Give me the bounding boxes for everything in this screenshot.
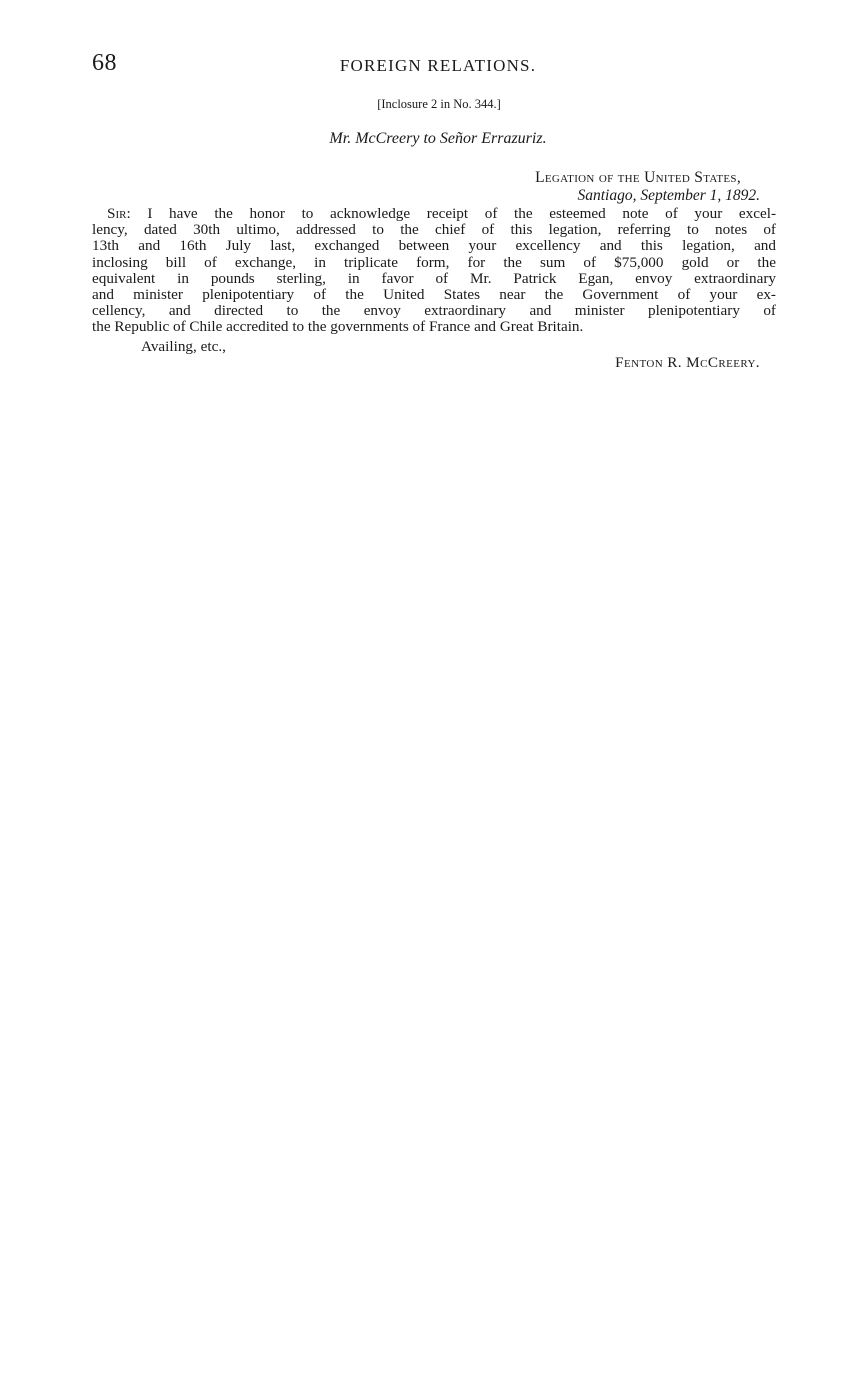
letter-title: Mr. McCreery to Señor Errazuriz. bbox=[329, 130, 547, 147]
salutation: Sir: bbox=[107, 205, 131, 222]
body-line: the Republic of Chile accredited to the governments of France and Great Britain. bbox=[92, 318, 584, 336]
inclosure-note: [Inclosure 2 in No. 344.] bbox=[377, 97, 501, 111]
body-line bbox=[92, 206, 776, 222]
body-line: inclosing bill of exchange, in triplicate form, for the sum of $75,000 gold or the bbox=[92, 253, 776, 271]
body-line: lency, dated 30th ultimo, addressed to the chief of this legation, referring to notes of bbox=[92, 221, 776, 239]
body-line: 13th and 16th July last, exchanged between your excellency and this legation, and bbox=[92, 237, 776, 255]
page-number: 68 bbox=[92, 50, 117, 76]
letter-closing: Availing, etc., bbox=[141, 338, 226, 355]
body-line: and minister plenipotentiary of the United States near the Government of your ex- bbox=[92, 286, 776, 304]
running-head bbox=[0, 56, 866, 76]
body-line-text: I have the honor to acknowledge receipt of the esteemed note of your excel- bbox=[147, 205, 776, 222]
letter-body bbox=[92, 206, 776, 336]
letter-date: Santiago, September 1, 1892. bbox=[577, 187, 760, 204]
body-line: cellency, and directed to the envoy extraordinary and minister plenipotentiary of bbox=[92, 302, 776, 320]
letter-signature: Fenton R. McCreery. bbox=[615, 354, 760, 371]
letter-place: Legation of the United States, bbox=[535, 169, 741, 186]
body-line: equivalent in pounds sterling, in favor of Mr. Patrick Egan, envoy extraordinary bbox=[92, 269, 776, 287]
running-title: FOREIGN RELATIONS. bbox=[339, 56, 537, 75]
